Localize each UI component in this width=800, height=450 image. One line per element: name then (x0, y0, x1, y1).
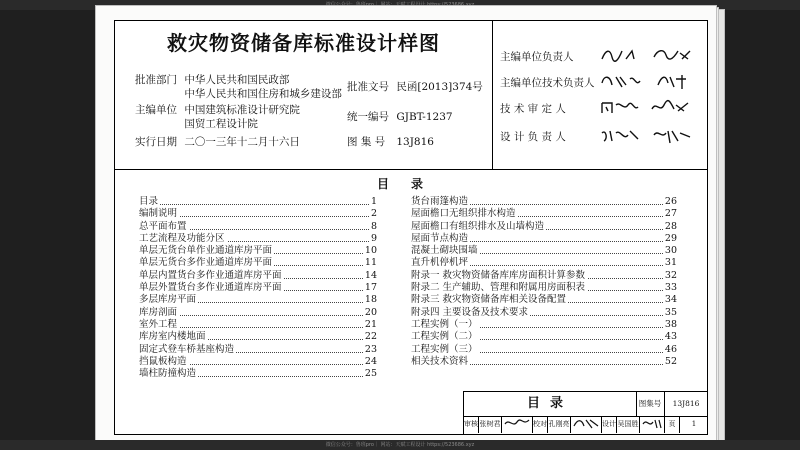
toc-entry[interactable] (139, 331, 377, 343)
check-label: 校对 (533, 416, 548, 433)
toc-entry-page: 23 (364, 343, 377, 355)
toc-entry[interactable] (139, 368, 377, 380)
signature-image (598, 71, 698, 93)
responsible-role: 设 计 负 责 人 (500, 131, 566, 143)
toc-entry-page: 33 (664, 282, 677, 294)
toc-right-column (411, 196, 677, 368)
reviewer-name: 张树君 (479, 416, 502, 433)
toc-entry-page: 14 (364, 269, 377, 281)
toc-entry-page: 26 (664, 196, 677, 207)
toc-entry-title: 固定式登车桥基座构造 (139, 343, 235, 355)
toc-entry-page: 25 (364, 368, 377, 380)
toc-entry[interactable] (411, 270, 677, 282)
impl-date-value: 二〇一三年十二月十六日 (184, 136, 300, 148)
toc-entry-title: 货台雨篷构造 (411, 196, 469, 207)
unified-number-label: 统一编号 (347, 111, 389, 123)
toc-entry-page: 2 (370, 208, 377, 220)
viewer-bottom-text: 微信公众号：鲁班pro｜ 网站：天赋工程设计 https://523686.xyz (325, 442, 475, 448)
toc-entry[interactable] (411, 208, 677, 220)
toc-entry[interactable] (139, 356, 377, 368)
toc-entry[interactable] (139, 196, 377, 208)
toc-entry[interactable] (411, 307, 677, 319)
toc-entry-page: 22 (364, 331, 377, 343)
toc-entry-page: 11 (364, 257, 377, 269)
toc-entry-title: 编制说明 (139, 208, 178, 220)
toc-entry[interactable] (139, 233, 377, 245)
toc-entry-title: 多层库房平面 (139, 294, 197, 306)
toc-entry[interactable] (139, 307, 377, 319)
toc-entry[interactable] (411, 221, 677, 233)
designer-signature (640, 416, 665, 433)
approval-unit (135, 73, 342, 101)
toc-entry-title: 库房剖面 (139, 306, 178, 318)
toc-heading: 目录 (376, 177, 445, 191)
editor-unit-label: 主编单位 (135, 104, 177, 116)
toc-leader-dots (139, 204, 377, 205)
approval-doc (347, 80, 483, 94)
cover-header (115, 21, 707, 170)
toc-entry-title: 直升机停机坪 (411, 257, 469, 269)
toc-entry-page: 35 (664, 306, 677, 318)
toc-entry-title: 工程实例（一） (411, 318, 478, 330)
unified-number-value: GJBT-1237 (396, 111, 453, 123)
approval-unit-value-2: 中华人民共和国住房和城乡建设部 (184, 88, 342, 100)
toc-entry[interactable] (411, 294, 677, 306)
toc-entry[interactable] (411, 196, 677, 208)
checker-name: 孔刚亮 (548, 416, 571, 433)
toc-entry-page: 1 (370, 196, 377, 207)
checker-signature (571, 416, 602, 433)
toc-entry-title: 屋面檐口有组织排水及山墙构造 (411, 220, 545, 232)
toc-entry-page: 8 (370, 220, 377, 232)
toc-entry-title: 附录二 生产辅助、管理和附属用房面积表 (411, 282, 586, 294)
toc-entry-title: 单层外置货台多作业通道库房平面 (139, 282, 282, 294)
toc-entry-page: 28 (664, 220, 677, 232)
toc-entry[interactable] (411, 319, 677, 331)
toc-entry[interactable] (139, 319, 377, 331)
toc-entry-page: 9 (370, 232, 377, 244)
toc-entry-page: 10 (364, 245, 377, 257)
toc-left-column (139, 196, 377, 380)
viewer-bottom-bar (0, 440, 800, 450)
toc-entry-title: 相关技术资料 (411, 355, 469, 367)
toc-entry-page: 27 (664, 208, 677, 220)
responsibles-panel (492, 21, 707, 169)
toc-entry-title: 工程实例（二） (411, 331, 478, 343)
atlas-number-label: 图 集 号 (347, 136, 386, 148)
approval-unit-label: 批准部门 (135, 74, 177, 86)
toc-entry-page: 29 (664, 232, 677, 244)
toc-entry[interactable] (411, 356, 677, 368)
toc-entry[interactable] (411, 344, 677, 356)
impl-date-label: 实行日期 (135, 136, 177, 148)
toc-entry-page: 31 (664, 257, 677, 269)
toc-entry[interactable] (139, 282, 377, 294)
toc-entry-page: 52 (664, 355, 677, 367)
document-page[interactable] (95, 5, 717, 443)
editor-unit-value-1: 中国建筑标准设计研究院 (184, 104, 300, 116)
toc-entry[interactable] (139, 245, 377, 257)
toc-entry-page: 34 (664, 294, 677, 306)
title-block-name: 目录 (464, 392, 637, 417)
title-block-atlas-value: 13J816 (664, 392, 708, 417)
toc-entry[interactable] (139, 344, 377, 356)
signature-image (598, 97, 698, 119)
impl-date (135, 135, 300, 149)
responsible-role: 主编单位技术负责人 (500, 77, 595, 89)
toc-entry[interactable] (411, 282, 677, 294)
toc-entry-title: 挡鼠板构造 (139, 355, 187, 367)
unified-number (347, 110, 453, 124)
toc-entry-title: 屋面檐口无组织排水构造 (411, 208, 516, 220)
toc-entry-title: 附录四 主要设备及技术要求 (411, 306, 529, 318)
approval-doc-label: 批准文号 (347, 81, 389, 93)
review-label: 审核 (464, 416, 479, 433)
reviewer-signature (502, 416, 533, 433)
signature-image (598, 125, 698, 147)
responsible-row (500, 49, 592, 67)
title-block-atlas-label: 图集号 (636, 392, 665, 417)
responsible-row (500, 129, 592, 147)
toc-entry-page: 24 (364, 355, 377, 367)
toc-entry-page: 32 (664, 269, 677, 281)
atlas-number (347, 135, 434, 149)
toc-entry[interactable] (411, 245, 677, 257)
toc-entry[interactable] (139, 257, 377, 269)
approval-unit-value-1: 中华人民共和国民政部 (184, 74, 290, 86)
signature-image (598, 45, 698, 67)
toc-entry-title: 库房室内楼地面 (139, 331, 206, 343)
title-block-sign-row (464, 416, 708, 433)
editor-unit-value-2: 国贸工程设计院 (184, 118, 258, 130)
toc-entry-title: 屋面节点构造 (411, 232, 469, 244)
page-number: 1 (691, 420, 697, 428)
toc-entry[interactable] (139, 270, 377, 282)
header-info (115, 21, 493, 169)
document-title: 救灾物资储备库标准设计样图 (167, 31, 440, 55)
toc-entry-title: 附录三 救灾物资储备库相关设备配置 (411, 294, 567, 306)
responsible-role: 主编单位负责人 (500, 51, 574, 63)
toc-entry-title: 混凝土砌块围墙 (411, 245, 478, 257)
toc-entry[interactable] (139, 294, 377, 306)
toc-entry-page: 38 (664, 318, 677, 330)
toc-entry-page: 21 (364, 318, 377, 330)
toc-entry[interactable] (411, 331, 677, 343)
toc-entry-title: 室外工程 (139, 318, 178, 330)
toc-entry[interactable] (139, 221, 377, 233)
toc-entry-title: 单层内置货台多作业通道库房平面 (139, 269, 282, 281)
toc-entry-title: 附录一 救灾物资储备库库房面积计算参数 (411, 269, 586, 281)
toc-entry-page: 46 (664, 343, 677, 355)
toc-entry[interactable] (411, 257, 677, 269)
toc-entry[interactable] (139, 208, 377, 220)
toc-entry-page: 17 (364, 282, 377, 294)
responsible-role: 技 术 审 定 人 (500, 103, 566, 115)
drawing-frame (114, 20, 708, 435)
design-label: 设计 (602, 416, 617, 433)
toc-entry-page: 30 (664, 245, 677, 257)
approval-doc-value: 民函[2013]374号 (396, 81, 483, 93)
toc-entry-title: 墙柱防撞构造 (139, 368, 197, 380)
title-block (463, 391, 708, 434)
toc-entry-title: 单层无货台多作业通道库房平面 (139, 257, 273, 269)
responsible-row (500, 101, 592, 119)
document-page-stack (95, 5, 725, 445)
toc-entry-title: 总平面布置 (139, 220, 187, 232)
responsible-row (500, 75, 595, 93)
toc-entry-title: 工艺流程及功能分区 (139, 232, 225, 244)
toc-entry-title: 工程实例（三） (411, 343, 478, 355)
toc-entry-page: 43 (664, 331, 677, 343)
editor-unit (135, 103, 300, 131)
atlas-number-value: 13J816 (396, 136, 434, 148)
designer-name: 吴国胜 (617, 416, 640, 433)
toc-entry-title: 目录 (139, 196, 159, 207)
page-label: 页 (665, 416, 680, 433)
toc-entry-page: 20 (364, 306, 377, 318)
toc-entry-page: 18 (364, 294, 377, 306)
toc-entry-title: 单层无货台单作业通道库房平面 (139, 245, 273, 257)
toc-entry[interactable] (411, 233, 677, 245)
